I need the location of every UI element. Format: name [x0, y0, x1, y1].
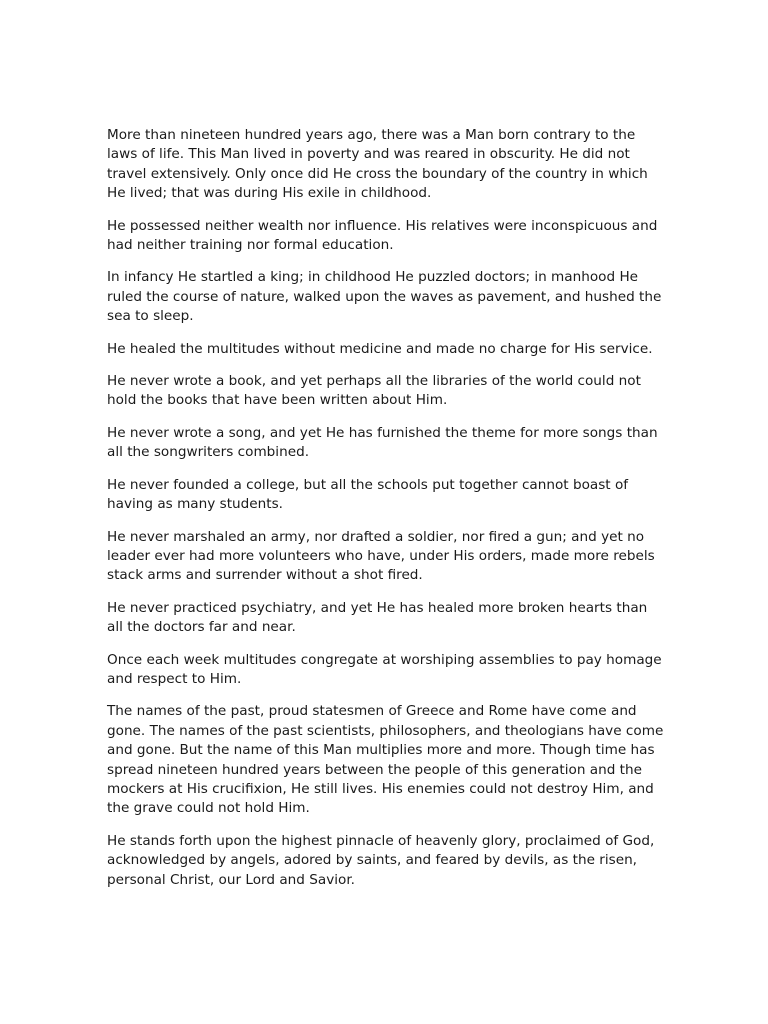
paragraph: He never practiced psychiatry, and yet He has healed more broken hearts than all the doctors far and near. [107, 599, 648, 636]
paragraph: The names of the past, proud statesmen of Greece and Rome have come and gone. The names of the past scientists, philosophers, and theologians have come and gone. But the name of this Man multiplies more and more. Though time has spread nineteen hundred years between the people of this generation and the mockers at His crucifixion, He still lives. His enemies could not destroy Him, and the grave could not hold Him. [107, 703, 664, 817]
paragraph: He never wrote a song, and yet He has furnished the theme for more songs than all the songwriters combined. [107, 424, 658, 461]
paragraph: He never marshaled an army, nor drafted a soldier, nor fired a gun; and yet no leader ever had more volunteers who have, under His orders, made more rebels stack arms and surrender without a shot fired. [107, 528, 655, 584]
paragraph: He healed the multitudes without medicine and made no charge for His service. [107, 340, 653, 357]
paragraph: In infancy He startled a king; in childhood He puzzled doctors; in manhood He ruled the course of nature, walked upon the waves as pavement, and hushed the sea to sleep. [107, 269, 662, 325]
document-page [107, 126, 667, 903]
paragraph: He never founded a college, but all the schools put together cannot boast of having as many students. [107, 476, 629, 513]
paragraph: More than nineteen hundred years ago, there was a Man born contrary to the laws of life. This Man lived in poverty and was reared in obscurity. He did not travel extensively. Only once did He cross the boundary of the country in which He lived; that was during His exile in childhood. [107, 127, 648, 202]
paragraph: He stands forth upon the highest pinnacle of heavenly glory, proclaimed of God, acknowledged by angels, adored by saints, and feared by devils, as the risen, personal Christ, our Lord and Savior. [107, 832, 655, 888]
paragraph: Once each week multitudes congregate at worshiping assemblies to pay homage and respect to Him. [107, 651, 662, 687]
paragraph: He possessed neither wealth nor influence. His relatives were inconspicuous and had neither training nor formal education. [107, 217, 658, 254]
paragraph: He never wrote a book, and yet perhaps all the libraries of the world could not hold the books that have been written about Him. [107, 373, 641, 409]
